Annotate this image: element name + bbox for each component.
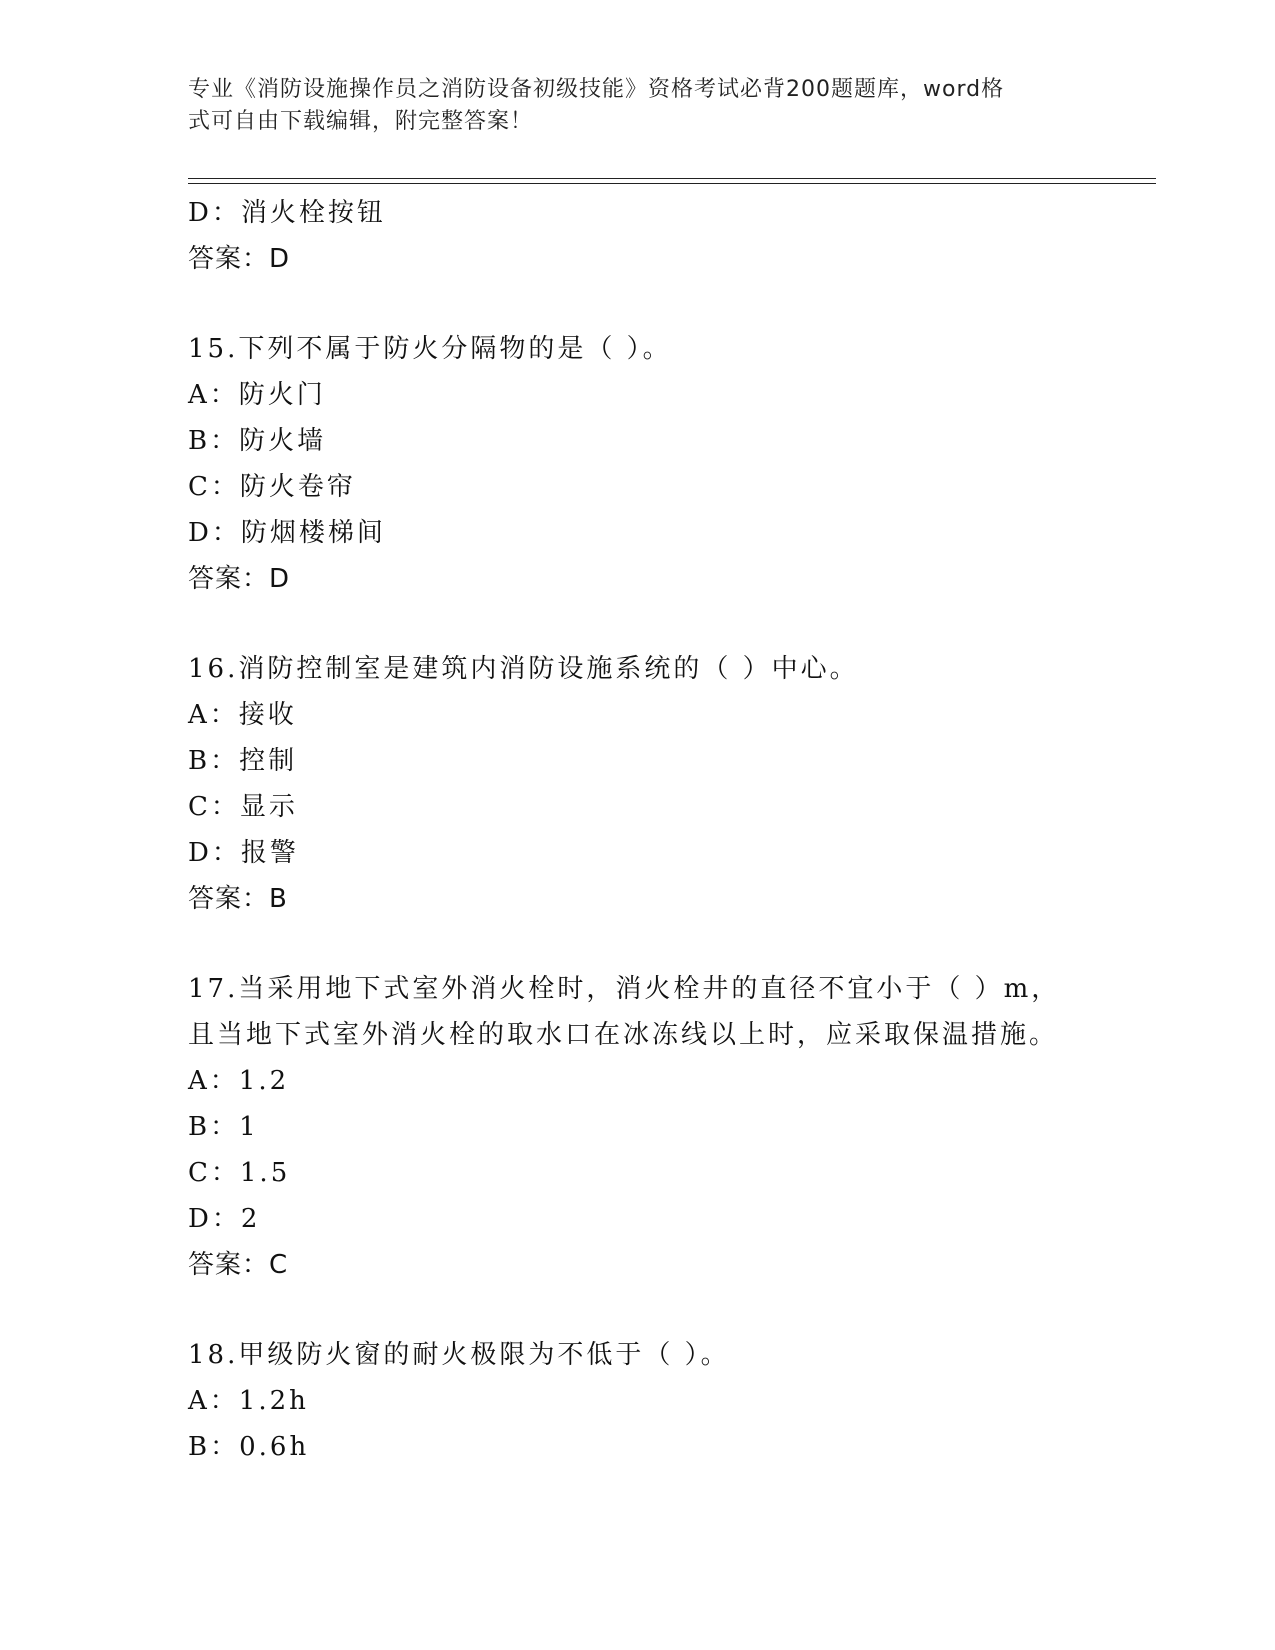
question-text: 18.甲级防火窗的耐火极限为不低于（ ）。: [188, 1340, 730, 1370]
block-spacer: [188, 922, 1088, 966]
question-block-15: [188, 326, 1088, 602]
question-block-16: [188, 646, 1088, 922]
option-c: C：显示: [188, 792, 298, 822]
option-a: A：防火门: [188, 380, 326, 410]
header-line-2: 式可自由下载编辑，附完整答案！: [188, 109, 534, 134]
option-d: D：防烟楼梯间: [188, 518, 386, 548]
question-list: [188, 190, 1088, 1470]
option-a: A：接收: [188, 700, 297, 730]
option-b: B：防火墙: [188, 426, 327, 456]
option-b: B：0.6h: [188, 1432, 310, 1462]
option-d: D：2: [188, 1204, 261, 1234]
question-text: 15.下列不属于防火分隔物的是（ ）。: [188, 334, 672, 364]
question-block-18: [188, 1332, 1088, 1470]
block-spacer: [188, 1288, 1088, 1332]
question-text-line-2: 且当地下式室外消火栓的取水口在冰冻线以上时，应采取保温措施。: [188, 1020, 1059, 1050]
question-text: 16.消防控制室是建筑内消防设施系统的（ ）中心。: [188, 654, 859, 684]
answer-line: 答案：B: [188, 884, 288, 914]
document-header: [188, 74, 1068, 138]
question-block-14: [188, 190, 1088, 282]
option-c: C：1.5: [188, 1158, 291, 1188]
header-line-1: 专业《消防设施操作员之消防设备初级技能》资格考试必背200题题库，word格: [188, 77, 1005, 102]
option-a: A：1.2: [188, 1066, 290, 1096]
header-divider-bottom: [188, 183, 1156, 184]
option-b: B：控制: [188, 746, 298, 776]
option-b: B：1: [188, 1112, 259, 1142]
block-spacer: [188, 602, 1088, 646]
question-block-17: [188, 966, 1088, 1288]
block-spacer: [188, 282, 1088, 326]
answer-line: 答案：C: [188, 1250, 289, 1280]
answer-line: 答案：D: [188, 244, 291, 274]
option-a: A：1.2h: [188, 1386, 309, 1416]
option-d: D：消火栓按钮: [188, 198, 386, 228]
option-d: D：报警: [188, 838, 299, 868]
header-divider-top: [188, 178, 1156, 179]
answer-line: 答案：D: [188, 564, 291, 594]
option-c: C：防火卷帘: [188, 472, 356, 502]
question-text-line-1: 17.当采用地下式室外消火栓时，消火栓井的直径不宜小于（ ）m，: [188, 974, 1061, 1004]
